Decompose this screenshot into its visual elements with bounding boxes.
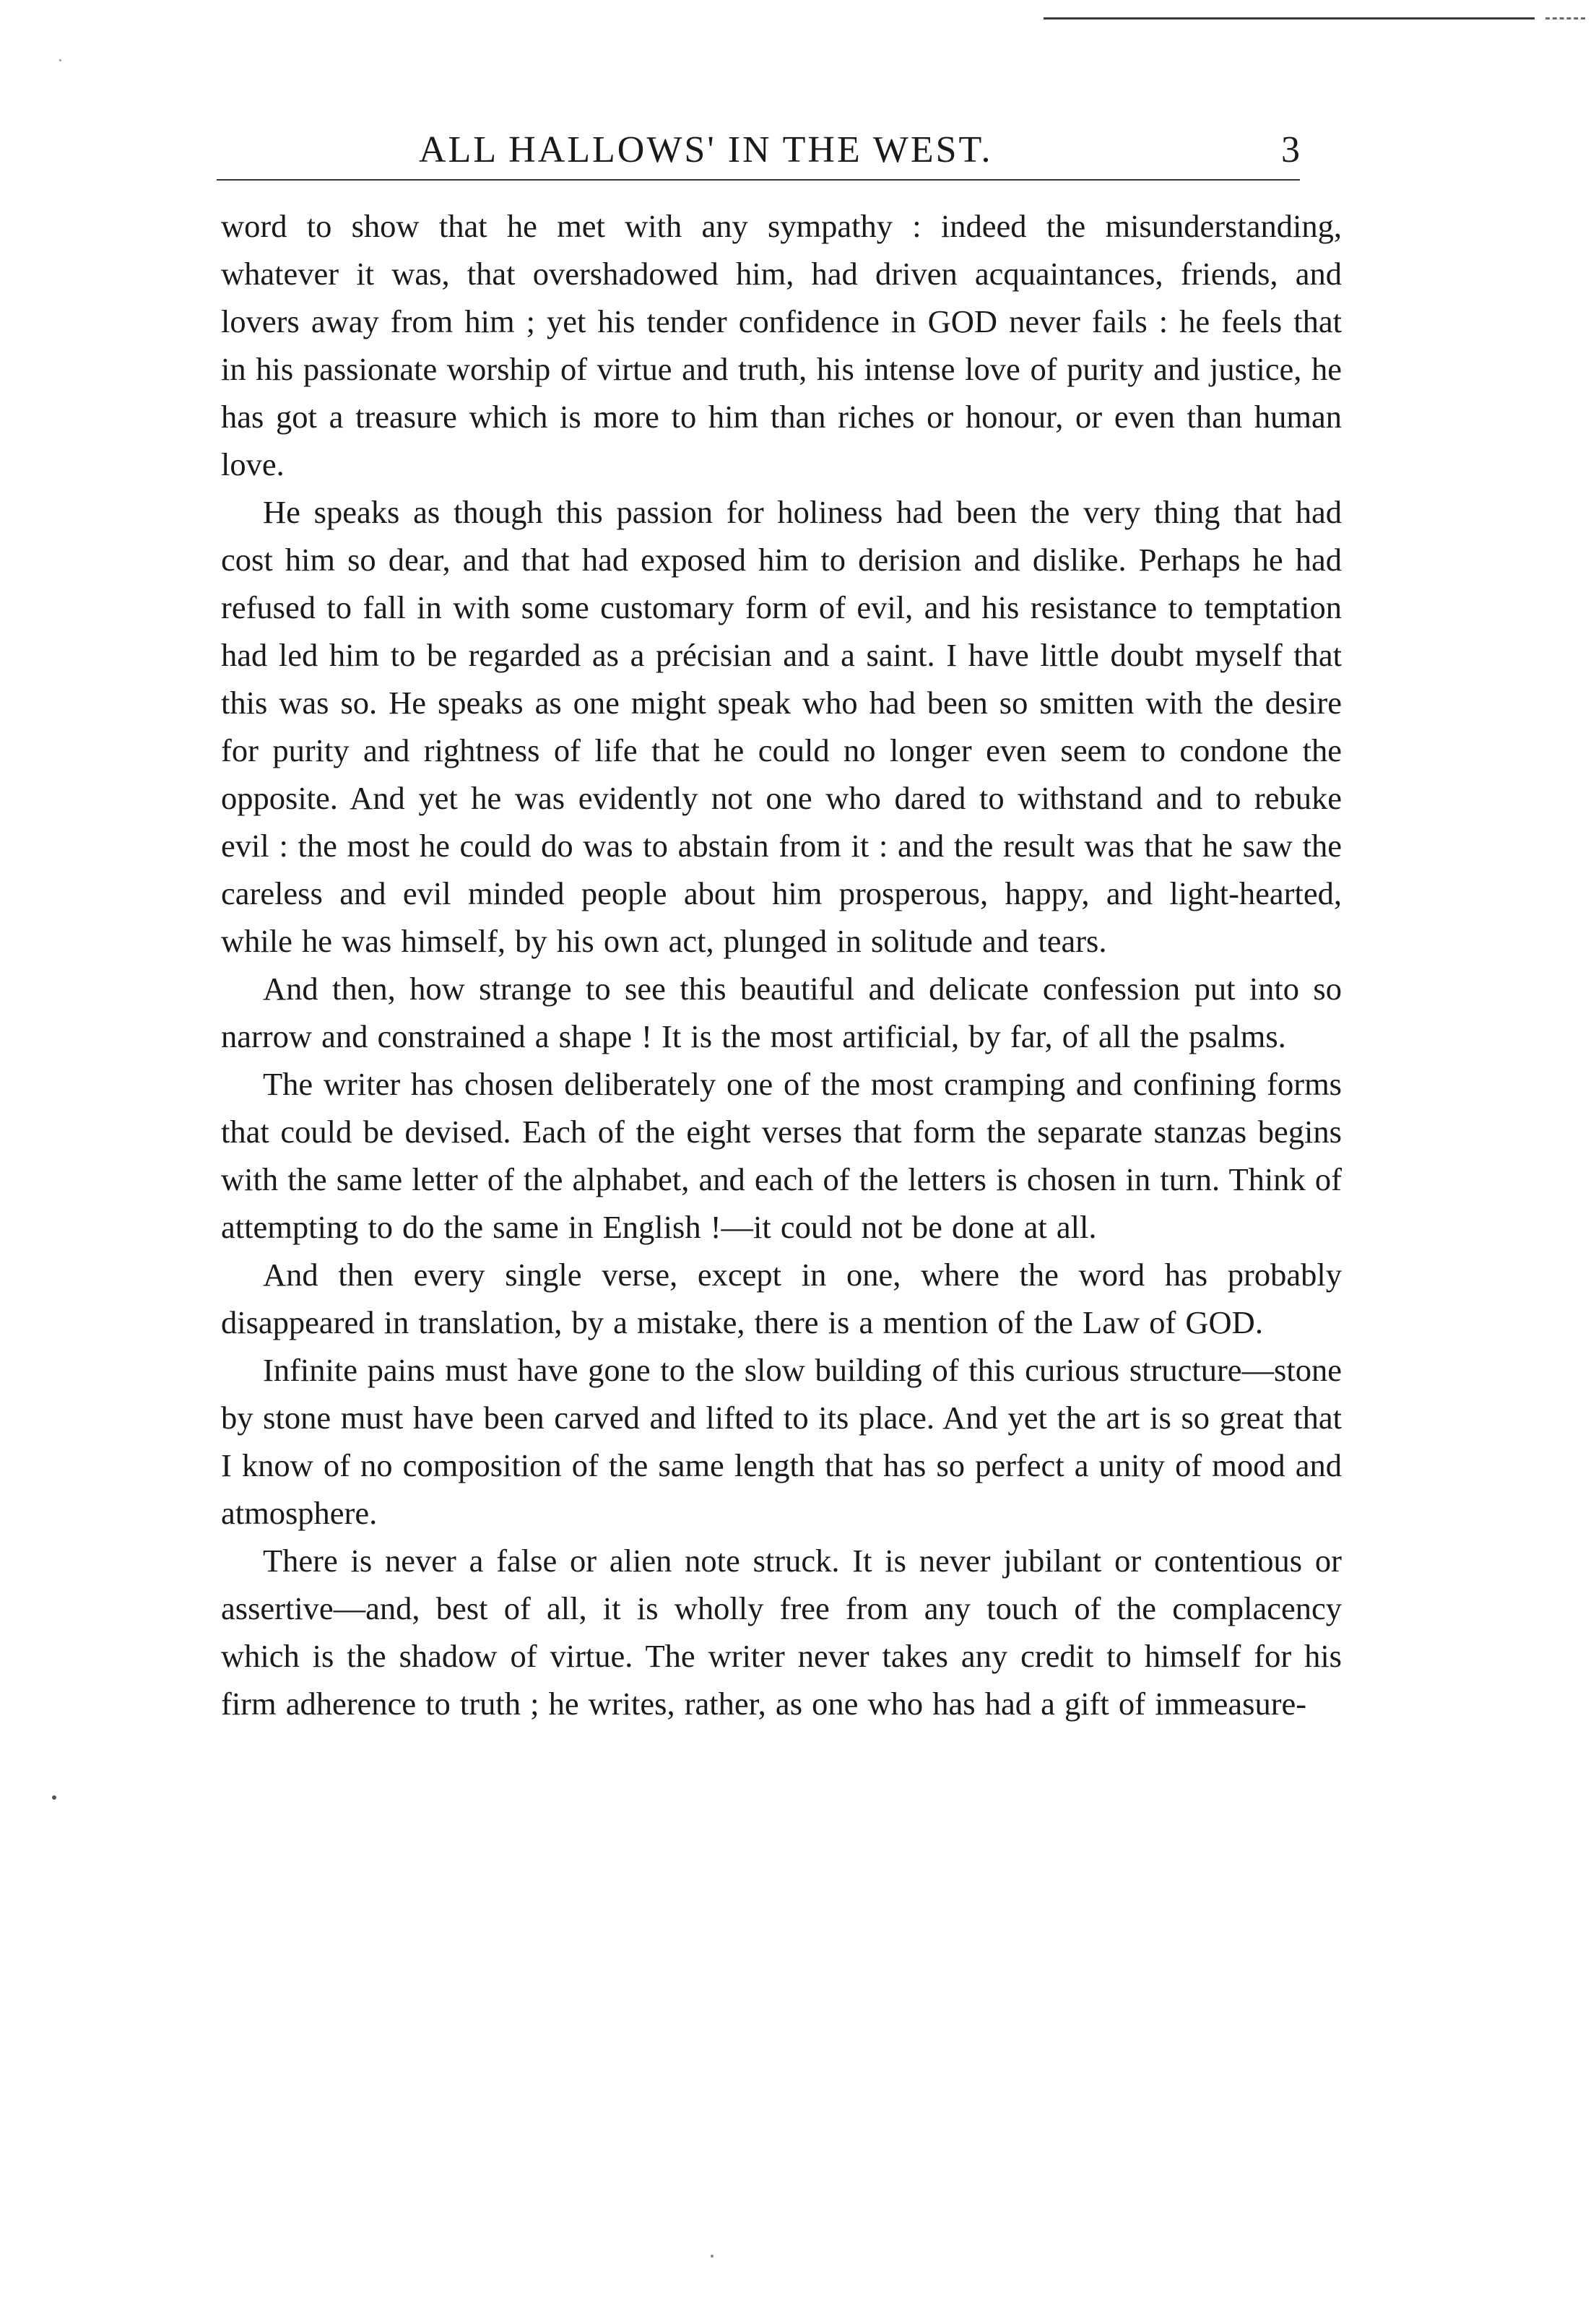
page-header (217, 129, 1300, 186)
margin-speck (711, 2255, 714, 2258)
paragraph: And then every single verse, except in one, where the word has probably disappeared in translation, by a mistake, there is a mention of the Law of GOD. (221, 1257, 1342, 1340)
paragraph: He speaks as though this passion for holiness had been the very thing that had cost him so dear, and that had exposed him to derision and dislike. Perhaps he had refused to fall in with some customary form of evil, and his resistance to temptation had led him to be regarded as a précisian and a saint. I have little doubt myself that this was so. He speaks as one might speak who had been so smitten with the desire for purity and rightness of life that he could no longer even seem to condone the opposite. And yet he was evidently not one who dared to withstand and to rebuke evil : the most he could do was to abstain from it : and the result was that he saw the careless and evil minded people about him prosperous, happy, and light-hearted, while he was himself, by his own act, plunged in solitude and tears. (221, 494, 1342, 959)
top-edge-rule-tail (1545, 17, 1585, 19)
paragraph: The writer has chosen deliberately one of the most cramping and confining forms that could be devised. Each of the eight verses that form the separate stanzas begins with the same letter of the alphabet, and each of the letters is chosen in turn. Think of attempting to do the same in English !—it could not be done at all. (221, 1066, 1342, 1245)
header-rule (217, 179, 1300, 181)
paragraph: There is never a false or alien note struck. It is never jubilant or contentious or assertive—and, best of all, it is wholly free from any touch of the complacency which is the shadow of virtue. The writer never takes any credit to himself for his firm adherence to truth ; he writes, rather, as one who has had a gift of immeasure- (221, 1543, 1342, 1722)
page-number: 3 (1281, 129, 1300, 170)
paragraph: And then, how strange to see this beautiful and delicate confession put into so narrow and constrained a shape ! It is the most artificial, by far, of all the psalms. (221, 971, 1342, 1054)
body-text (221, 202, 1342, 1727)
top-edge-rule (1044, 17, 1535, 19)
margin-speck (59, 59, 61, 61)
margin-speck (52, 1795, 56, 1800)
paragraph: Infinite pains must have gone to the slow building of this curious structure—stone by stone must have been carved and lifted to its place. And yet the art is so great that I know of no composition of the same length that has so perfect a unity of mood and atmosphere. (221, 1352, 1342, 1531)
running-title: ALL HALLOWS' IN THE WEST. (419, 129, 993, 170)
paragraph: word to show that he met with any sympathy : indeed the misunderstanding, whatever it was, that overshadowed him, had driven acquaintances, friends, and lovers away from him ; yet his tender confidence in GOD never fails : he feels that in his passionate worship of virtue and truth, his intense love of purity and justice, he has got a treasure which is more to him than riches or honour, or even than human love. (221, 208, 1342, 482)
